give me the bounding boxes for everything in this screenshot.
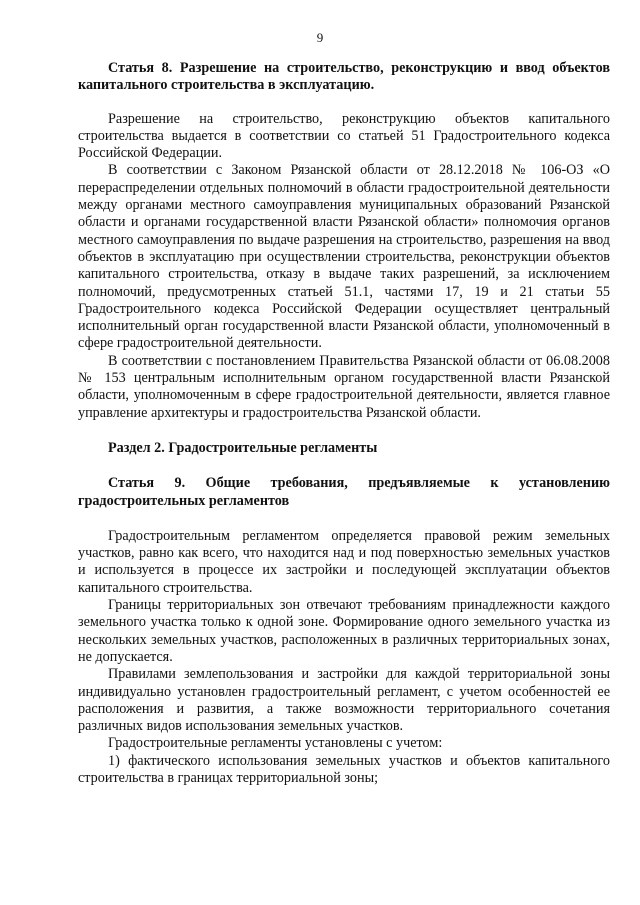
article-9-paragraph: Границы территориальных зон отвечают требованиям принадлежности каждого земельного участка только к одной зоне. Формирование одного земельного участка из нескольких земельных участков, расположенных в различных территориальных зонах, не допускается. [78, 597, 610, 665]
article-8-paragraph: Разрешение на строительство, реконструкцию объектов капитального строительства выдается в соответствии со статьей 51 Градостроительного кодекса Российской Федерации. [78, 110, 610, 162]
article-8-paragraph: В соответствии с постановлением Правительства Рязанской области от 06.08.2008 № 153 центральным исполнительным органом государственной власти Рязанской области, уполномоченным в сфере градостроительной деятельности, является главное управление архитектуры и градостроительства Рязанской области. [78, 352, 610, 421]
section-2-title: Раздел 2. Градостроительные регламенты [108, 439, 378, 456]
article-8-paragraph: В соответствии с Законом Рязанской области от 28.12.2018 № 106-ОЗ «О перераспределении отдельных полномочий в области градостроительной деятельности между органами местного самоуправления муниципальных образований Рязанской области и органами государственной власти Рязанской области» полномочия органов местного самоуправления по выдаче разрешения на строительство, разрешения на ввод объектов в эксплуатацию при осуществлении строительства, реконструкции объектов капитального строительства, отказу в выдаче таких разрешений, за исключением полномочий, предусмотренных статьей 51.1, частями 17, 19 и 21 статьи 55 Градостроительного кодекса Российской Федерации осуществляет центральный исполнительный орган государственной власти Рязанской области, уполномоченный в сфере градостроительной деятельности. [78, 162, 610, 352]
page-number: 9 [316, 30, 324, 45]
article-9-title: Статья 9. Общие требования, предъявляемые к установлению градостроительных регламентов [78, 475, 610, 509]
article-9-paragraph: Правилами землепользования и застройки для каждой территориальной зоны индивидуально установлен градостроительный регламент, с учетом особенностей ее расположения и развития, а также возможности территориального сочетания различных видов использования земельных участков. [78, 666, 610, 735]
article-9-paragraph: Градостроительным регламентом определяется правовой режим земельных участков, равно как всего, что находится над и под поверхностью земельных участков и используется в процессе их застройки и последующей эксплуатации объектов капитального строительства. [78, 527, 610, 596]
article-9-list-item: 1) фактического использования земельных участков и объектов капитального строительства в границах территориальной зоны; [78, 752, 610, 786]
article-9-paragraph: Градостроительные регламенты установлены с учетом: [108, 735, 443, 752]
article-8-title: Статья 8. Разрешение на строительство, реконструкцию и ввод объектов капитального строительства в эксплуатацию. [78, 60, 610, 94]
document-body [78, 60, 610, 787]
